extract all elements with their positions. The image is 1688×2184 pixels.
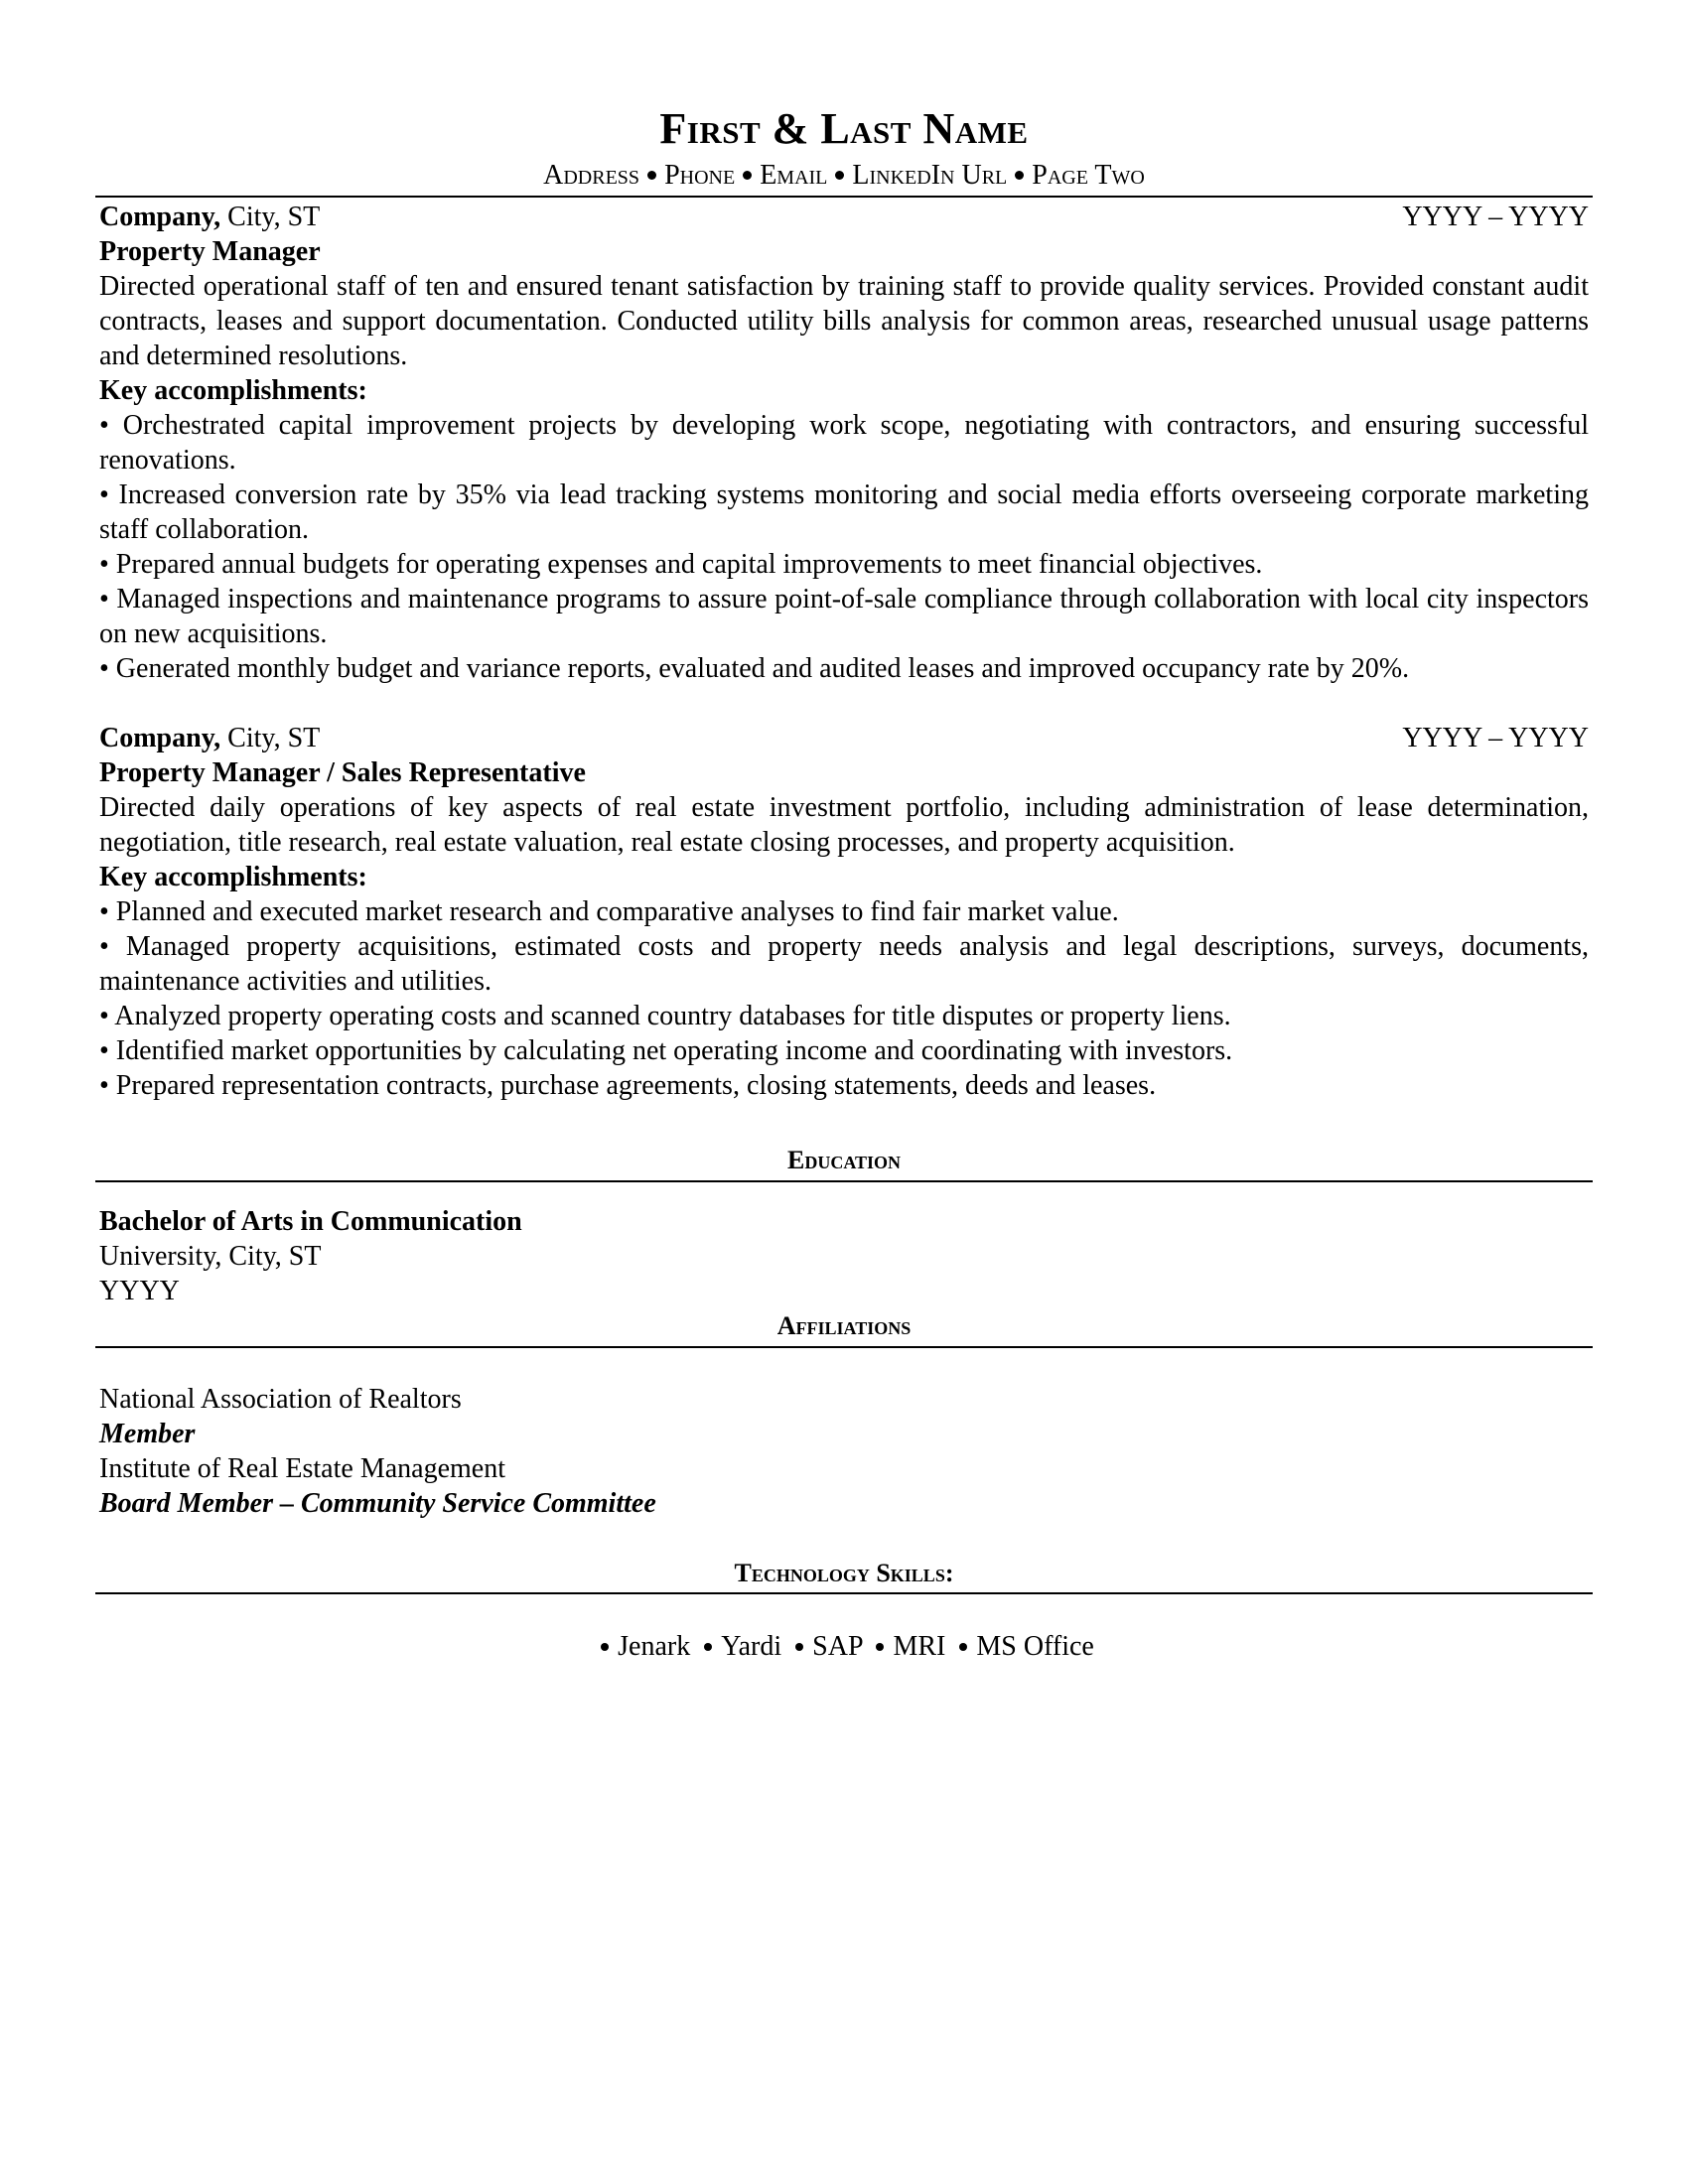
- bullet-dot-icon: [959, 1643, 967, 1651]
- accomplishment-item: • Planned and executed market research and comparative analyses to find fair market value.: [99, 896, 1119, 927]
- contact-phone: Phone: [664, 160, 736, 191]
- bullet-dot-icon: [704, 1643, 712, 1651]
- accomplishment-item: • Analyzed property operating costs and scanned country databases for title disputes or property liens.: [99, 1001, 1231, 1031]
- candidate-name: First & Last Name: [659, 104, 1029, 153]
- job-title: Property Manager: [99, 236, 321, 267]
- company-name: Company,: [99, 723, 221, 753]
- accomplishment-item: • Managed property acquisitions, estimated costs and property needs analysis and legal descriptions, surveys, documents, maintenance activities and utilities.: [99, 931, 1589, 997]
- affiliations-divider: [95, 1346, 1593, 1348]
- job-title: Property Manager / Sales Representative: [99, 757, 586, 788]
- company-city: City, ST: [227, 202, 321, 232]
- company-name: Company,: [99, 202, 221, 232]
- accomplishment-item: • Managed inspections and maintenance programs to assure point-of-sale compliance through collaboration with local city inspectors on new acquisitions.: [99, 584, 1589, 649]
- affiliation-org: Institute of Real Estate Management: [99, 1453, 505, 1484]
- bullet-dot-icon: [835, 171, 844, 180]
- contact-page-label: Page Two: [1032, 160, 1145, 191]
- bullet-dot-icon: [876, 1643, 884, 1651]
- contact-line: [0, 159, 1688, 193]
- employment-dates: YYYY – YYYY: [1402, 723, 1589, 753]
- accomplishments-label: Key accomplishments:: [99, 375, 367, 406]
- header-divider: [95, 196, 1593, 198]
- contact-linkedin: LinkedIn Url: [852, 160, 1008, 191]
- affiliation-role: Board Member – Community Service Committee: [99, 1488, 656, 1519]
- company-location: [99, 721, 320, 755]
- technology-heading: Technology Skills:: [734, 1559, 954, 1587]
- education-heading: Education: [786, 1146, 901, 1174]
- experience-entry: [99, 200, 1589, 686]
- bullet-dot-icon: [1015, 171, 1024, 180]
- accomplishment-item: • Prepared annual budgets for operating expenses and capital improvements to meet financial objectives.: [99, 549, 1263, 580]
- school: University, City, ST: [99, 1241, 322, 1272]
- bullet-dot-icon: [743, 171, 752, 180]
- company-location: [99, 200, 320, 234]
- accomplishment-item: • Identified market opportunities by calculating net operating income and coordinating with investors.: [99, 1035, 1233, 1066]
- employment-dates: YYYY – YYYY: [1402, 202, 1589, 232]
- technology-divider: [95, 1592, 1593, 1594]
- affiliation-role: Member: [99, 1419, 196, 1449]
- accomplishment-item: • Generated monthly budget and variance reports, evaluated and audited leases and improved occupancy rate by 20%.: [99, 653, 1410, 684]
- skill-item: Jenark: [618, 1631, 691, 1662]
- experience-entry: [99, 721, 1589, 1103]
- education-divider: [95, 1180, 1593, 1182]
- contact-address: Address: [543, 160, 640, 191]
- bullet-dot-icon: [647, 171, 656, 180]
- job-summary: Directed daily operations of key aspects of real estate investment portfolio, including administration of lease determination, negotiation, title research, real estate valuation, real estate closing processes, and property acquisition.: [99, 792, 1589, 858]
- skill-item: SAP: [812, 1631, 863, 1662]
- affiliations-heading: Affiliations: [776, 1311, 912, 1340]
- company-city: City, ST: [227, 723, 321, 753]
- accomplishment-item: • Orchestrated capital improvement projects by developing work scope, negotiating with contractors, and ensuring successful renovations.: [99, 410, 1589, 476]
- contact-email: Email: [760, 160, 828, 191]
- bullet-dot-icon: [601, 1643, 609, 1651]
- job-summary: Directed operational staff of ten and ensured tenant satisfaction by training staff to provide quality services. Provided constant audit contracts, leases and support documentation. Conducted utility bills analysis for common areas, researched unusual usage patterns and determined resolutions.: [99, 271, 1589, 371]
- accomplishment-item: • Prepared representation contracts, purchase agreements, closing statements, deeds and leases.: [99, 1070, 1157, 1101]
- graduation-year: YYYY: [99, 1276, 180, 1306]
- affiliation-org: National Association of Realtors: [99, 1384, 462, 1415]
- accomplishments-label: Key accomplishments:: [99, 862, 367, 892]
- affiliations-section: [99, 1382, 1589, 1521]
- company-row: [99, 721, 1589, 755]
- degree: Bachelor of Arts in Communication: [99, 1206, 522, 1237]
- skill-item: Yardi: [721, 1631, 782, 1662]
- accomplishment-item: • Increased conversion rate by 35% via lead tracking systems monitoring and social media efforts overseeing corporate marketing staff collaboration.: [99, 479, 1589, 545]
- company-row: [99, 200, 1589, 234]
- education-section: [99, 1204, 1589, 1308]
- skill-item: MS Office: [976, 1631, 1094, 1662]
- bullet-dot-icon: [795, 1643, 803, 1651]
- technology-skills-list: [0, 1629, 1688, 1665]
- skill-item: MRI: [893, 1631, 946, 1662]
